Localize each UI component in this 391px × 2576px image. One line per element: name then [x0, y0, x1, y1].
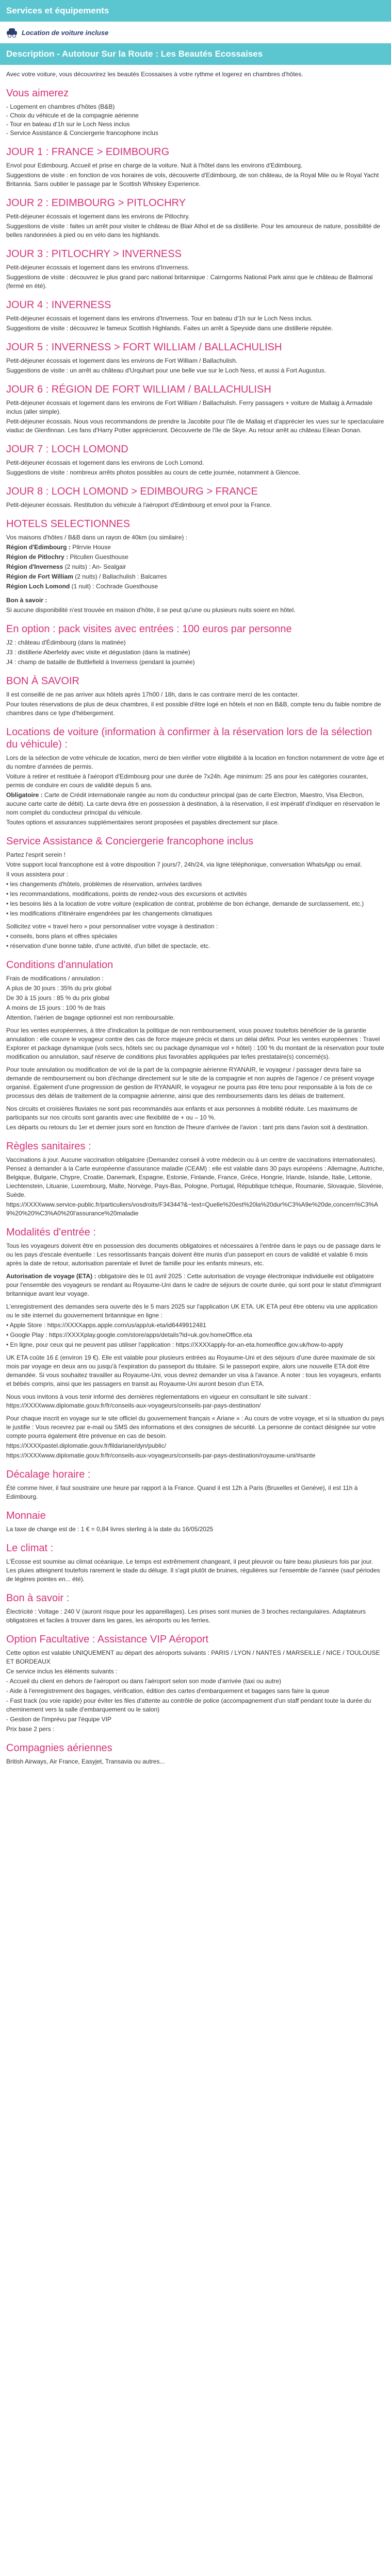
list-item: De 30 à 15 jours : 85 % du prix global [6, 994, 110, 1002]
app-link[interactable]: • Google Play : https://XXXXplay.google.com/store/apps/details?id=uk.gov.homeOffice.eta [6, 1331, 252, 1338]
hotel-name: (2 nuits) : An- Sealgair [64, 563, 126, 570]
hotels-intro: Vos maisons d'hôtes / B&B dans un rayon de 40km (ou similaire) : [6, 534, 188, 541]
conditions-intro: Frais de modifications / annulation : [6, 975, 104, 982]
modalites-heading: Modalités d'entrée : [6, 1227, 96, 1238]
conditions-p3: Nos circuits et croisières fluviales ne sont pas recommandés aux enfants et aux personnes à mobilité réduite. Les maximums de participants sur nos circuits sont garantis avec une flexibilité de + ou – 10 %. [6, 1105, 357, 1121]
locations-obligatoire [6, 791, 385, 817]
list-item: A plus de 30 jours : 35% du prix global [6, 985, 112, 992]
hotel-item [6, 543, 385, 552]
included-label: Location de voiture incluse [22, 28, 109, 37]
list-item: A moins de 15 jours : 100 % de frais [6, 1004, 106, 1011]
locations-heading: Locations de voiture (information à confirmer à la réservation lors de la sélection du véhicule) : [6, 726, 372, 750]
hotel-region: Région d'Inverness [6, 563, 63, 570]
climat-text: L'Écosse est soumise au climat océanique. Le temps est extrêmement changeant, il peut pleuvoir ou faire beau plusieurs fois par jour. Les pluies atteignent toutefois rarement le stade du déluge. Il s'agit plutôt de bruines, régulières sur l'ensemble de l'année (sauf périodes de légères pointes en... été). [6, 1558, 380, 1583]
assistance-sub: Partez l'esprit serein ! [6, 851, 66, 858]
conditions-p2: Pour toute annulation ou modification de vol de la part de la compagnie aérienne RYANAIR, le voyageur / passager devra faire sa demande de remboursement ou bon d'échange directement sur le site de la compagnie et non auprès de l'agence / ce présent voyage organisé. Egalement d'une progression de gestion de RYANAIR, le voyageur ne pourra pas être tenu pour responsable à la fois de ce processus des délais de traitement de la compagnie aérienne, ainsi que des remboursements dans les délais de traitement. [6, 1066, 374, 1099]
included-car-rental [0, 22, 391, 43]
description-title: Description - Autotour Sur la Route : Les Beautés Ecossaises [6, 49, 263, 59]
vip-price: Prix base 2 pers : [6, 1725, 55, 1733]
hotel-item [6, 553, 385, 562]
day-2-suggestion: Suggestions de visite : faites un arrêt pour visiter le château de Blair Athol et de sa distillerie. Pour les amoureux de nature, possibilité de belles randonnées à pied ou en vélo dans les highlands. [6, 223, 381, 239]
option-item: J4 : champ de bataille de Buttlefield à Inverness (pendant la journée) [6, 658, 195, 666]
day-5-heading: JOUR 5 : INVERNESS > FORT WILLIAM / BALLACHULISH [6, 342, 282, 353]
day-6-text: Petit-déjeuner écossais et logement dans les environs de Fort William / Ballachulish. Ferry passagers + voiture de Mallaig à Armadale inclus (aller simple). [6, 399, 373, 415]
bon-a-savoir-heading: BON À SAVOIR [6, 675, 79, 687]
app-link[interactable]: • En ligne, pour ceux qui ne peuvent pas utiliser l'application : https://XXXXapply-for-an-eta.homeoffice.gov.uk/how-to-apply [6, 1341, 344, 1348]
modalites-p3: L'enregistrement des demandes sera ouverte dès le 5 mars 2025 sur l'application UK ETA. UK ETA peut être obtenu via une application ou le site internet du gouvernement britannique en ligne : [6, 1303, 378, 1319]
hotel-item [6, 582, 385, 591]
decalage-heading: Décalage horaire : [6, 1469, 91, 1480]
hotel-item [6, 572, 385, 581]
vip-intro: Cette option est valable UNIQUEMENT au départ des aéroports suivants : PARIS / LYON / NANTES / MARSEILLE / NICE / TOULOUSE ET BORDEAUX [6, 1649, 380, 1665]
option-item: J3 : distillerie Aberfeldy avec visite et dégustation (dans la matinée) [6, 649, 190, 656]
hotels-note-label: Bon à savoir : [6, 597, 47, 604]
day-3-text: Petit-déjeuner écossais et logement dans les environs d'Inverness. [6, 264, 190, 271]
modalites-p4: UK ETA coûte 16 £ (environ 19 €). Elle est valable pour plusieurs entrées au Royaume-Uni et des séjours d'une durée maximale de six mois par voyage en deux ans ou jusqu'à l'expiration du passeport du titulaire. Si le passeport expire, alors une nouvelle ETA doit être demandée. Si vous souhaitez travailler au Royaume-Uni, vous devrez demander un visa à l'avance. A noter : tous les voyageurs, enfants et bébés compris, ainsi que les passagers en transit au Royaume-Uni auront besoin d'un ETA. [6, 1354, 381, 1387]
day-8-text: Petit-déjeuner écossais. Restitution du véhicule à l'aéroport d'Edimbourg et envol pour la France. [6, 501, 272, 509]
assistance-heading: Service Assistance & Conciergerie francophone inclus [6, 836, 254, 847]
modalites-eta [6, 1272, 385, 1298]
list-item: • réservation d'une bonne table, d'une activité, d'un billet de spectacle, etc. [6, 942, 210, 950]
list-item: - Fast track (ou voie rapide) pour éviter les files d'attente au contrôle de police (accompagnement d'un staff pendant toute la durée du cheminement vers la salle d'embarquement ou le salon) [6, 1697, 371, 1713]
hotel-name: Pitcullen Guesthouse [70, 553, 128, 561]
day-7-heading: JOUR 7 : LOCH LOMOND [6, 444, 128, 455]
day-4-suggestion: Suggestions de visite : découvrez le fameux Scottish Highlands. Faites un arrêt à Speyside dans une distillerie réputée. [6, 325, 333, 332]
day-5-suggestion: Suggestions de visite : un arrêt au château d'Urquhart pour une belle vue sur le Loch Ness, et aussi à Fort Augustus. [6, 367, 326, 374]
list-item: • les recommandations, modifications, points de rendez-vous des excursions et activités [6, 890, 247, 897]
bon-savoir-2-heading: Bon à savoir : [6, 1592, 70, 1604]
list-item: - Aide à l'enregistrement des bagages, vérification, édition des cartes d'embarquement et bagages sans faire la queue [6, 1687, 330, 1694]
description-content [0, 65, 391, 1777]
day-6-suggestion: Petit-déjeuner écossais. Nous vous recommandons de prendre la Jacobite pour l'île de Mallaig et d'apprécier les vues sur le spectaculaire viaduc de Glenfinnan. Les fans d'Harry Potter apprécieront. Découverte de l'île de Skye. Au retour arrêt au château Eilean Donan. [6, 418, 384, 434]
assistance-text: Votre support local francophone est à votre disposition 7 jours/7, 24h/24, via ligne téléphonique, conversation WhatsApp ou email. [6, 861, 362, 868]
modalites-p1: Tous les voyageurs doivent être en possession des documents obligatoires et nécessaires à l'entrée dans le pays ou de passage dans le ou les pays d'escale éventuelle : Les ressortissants français doivent être munis d'un passeport en cours de validité et valable 6 mois après la date de retour, autorisation parentale et livret de famille pour les enfants mineurs, etc. [6, 1242, 381, 1267]
bon-a-savoir-text1: Il est conseillé de ne pas arriver aux hôtels après 17h00 / 18h, dans le cas contraire merci de les contacter. [6, 691, 299, 698]
hotel-name: (1 nuit) : Cochrade Guesthouse [71, 583, 158, 590]
climat-heading: Le climat : [6, 1543, 54, 1554]
hotels-note: Si aucune disponibilité n'est trouvée en maison d'hôte, il se peut qu'une ou plusieurs nuits soient en hôtel. [6, 606, 296, 614]
list-item: • conseils, bons plans et offres spéciales [6, 933, 118, 940]
obligatoire-text: Carte de Crédit internationale rangée au nom du conducteur principal (pas de carte Electron, Maestro, Visa Electron, aucune carte carte de débit). La carte devra être en possession à destination, à la réservation, il est impératif d'indiquer en réservation le nom complet du conducteur principal du véhicule. [6, 791, 380, 816]
compagnies-heading: Compagnies aériennes [6, 1742, 112, 1754]
hotel-region: Région Loch Lomond [6, 583, 70, 590]
assistance-extra-intro: Sollicitez votre « travel hero » pour personnaliser votre voyage à destination : [6, 923, 218, 930]
day-6-heading: JOUR 6 : RÉGION DE FORT WILLIAM / BALLACHULISH [6, 384, 271, 395]
day-1-suggestion: Suggestions de visite : en fonction de vos horaires de vols, découverte d'Edimbourg, de son château, de la Royal Mile ou le Royal Yacht Britannia. Sans oublier le passage par le Scottish Whiskey Experience. [6, 172, 379, 188]
day-7-text: Petit-déjeuner écossais et logement dans les environs de Loch Lomond. [6, 459, 204, 466]
list-item: - Tour en bateau d'1h sur le Loch Ness inclus [6, 121, 130, 128]
hotel-region: Région de Fort William [6, 573, 73, 580]
compagnies-text: British Airways, Air France, Easyjet, Transavia ou autres... [6, 1758, 165, 1765]
app-link[interactable]: • Apple Store : https://XXXXapps.apple.com/us/app/uk-eta/id6449912481 [6, 1321, 206, 1329]
day-3-heading: JOUR 3 : PITLOCHRY > INVERNESS [6, 248, 182, 260]
sanitaires-heading: Règles sanitaires : [6, 1141, 91, 1152]
day-1-text: Envol pour Edimbourg. Accueil et prise en charge de la voiture. Nuit à l'hôtel dans les environs d'Edimbourg. [6, 162, 303, 169]
services-title: Services et équipements [6, 6, 109, 15]
day-2-heading: JOUR 2 : EDIMBOURG > PITLOCHRY [6, 197, 186, 209]
list-item: • les changements d'hôtels, problèmes de réservation, arrivées tardives [6, 880, 202, 888]
day-7-suggestion: Suggestions de visite : nombreux arrêts photos possibles au cours de cette journée, notamment à Glencoe. [6, 469, 301, 476]
hotel-name: (2 nuits) / Ballachulish : Balcarres [75, 573, 167, 580]
day-2-text: Petit-déjeuner écossais et logement dans les environs de Pitlochry. [6, 213, 190, 220]
conditions-p4: Les départs ou retours du 1er et dernier jours sont en fonction de l'heure d'arrivée de l'avion : tant pris dans l'avion soit à destination. [6, 1124, 369, 1131]
decalage-text: Été comme hiver, il faut soustraire une heure par rapport à la France. Quand il est 12h à Paris (Bruxelles et Genève), il est 11h à Edimbourg. [6, 1484, 358, 1500]
bon-a-savoir-text2: Pour toutes réservations de plus de deux chambres, il est possible d'être logé en hôtels et non en B&B, compte tenu du faible nombre de chambres dans ce type d'hébergement. [6, 701, 381, 717]
bon-savoir-2-text: Électricité : Voltage : 240 V (auront risque pour les appareillages). Les prises sont munies de 3 broches rectangulaires. Adaptateurs obligatoires et faciles à trouver dans les gares, les aéroports ou les ferries. [6, 1608, 366, 1624]
car-icon [6, 28, 18, 37]
day-8-heading: JOUR 8 : LOCH LOMOND > EDIMBOURG > FRANCE [6, 486, 258, 497]
ariane-link[interactable]: https://XXXXpastel.diplomatie.gouv.fr/fildariane/dyn/public/ [6, 1442, 166, 1449]
day-1-heading: JOUR 1 : FRANCE > EDIMBOURG [6, 146, 170, 158]
vous-aimerez-list [6, 103, 385, 138]
sanitaires-link[interactable]: https://XXXXwww.service-public.fr/particuliers/vosdroits/F34344?&~text=Quelle%20est%20la%20dur%C3%A9e%20de,concern%C3%A9%20%20%C3%A0%20l'assurance%20maladie [6, 1201, 379, 1217]
option-item: J2 : château d'Édimbourg (dans la matinée) [6, 639, 126, 646]
obligatoire-label: Obligatoire : [6, 791, 43, 799]
locations-extra: Toutes options et assurances supplémentaires seront proposées et payables directement sur place. [6, 819, 279, 826]
day-5-text: Petit-déjeuner écossais et logement dans les environs de Fort William / Ballachulish. [6, 357, 238, 364]
locations-text1: Lors de la sélection de votre véhicule de location, merci de bien vérifier votre éligibilité à la location en fonction notamment de votre âge et du nombre d'années de permis. [6, 754, 384, 770]
monnaie-heading: Monnaie [6, 1510, 46, 1521]
hotel-item [6, 563, 385, 571]
modalites-p6: Pour chaque inscrit en voyage sur le site officiel du gouvernement français « Ariane » : Au cours de votre voyage, et si la situation du pays le justifie : Vous recevrez par e-mail ou SMS des informations et des consignes de sécurité. La personne de contact désignée sur votre compte pourra également être prévenue en cas de besoin. [6, 1415, 384, 1439]
conditions-p1: Pour les ventes européennes, à titre d'indication la politique de non remboursement, vous pouvez toutefois bénéficier de la garantie annulation : elle couvre le voyageur contre des cas de force majeure précis et dans un délai défini. Pour les ventes européennes : Travel Explorer et package dynamique (vols secs, hôtels sec ou package dynamique vol + hôtel) : 100 % du montant de la réservation pour toute modification ou annulation, sauf réserve de conditions plus favorables appliquées par le/les prestataire(s) concerné(s). [6, 1027, 384, 1060]
list-item: - Service Assistance & Conciergerie francophone inclus [6, 129, 158, 137]
locations-text2: Voiture à retirer et restituée à l'aéroport d'Edimbourg pour une durée de 7x24h. Age minimum: 25 ans pour les catégories courantes, permis de conduire en cours de validité depuis 5 ans. [6, 773, 368, 789]
list-item: - Logement en chambres d'hôtes (B&B) [6, 103, 115, 110]
description-header-bar [0, 43, 391, 65]
monnaie-text: La taxe de change est de : 1 € = 0,84 livres sterling à la date du 16/05/2025 [6, 1526, 214, 1533]
vip-heading: Option Facultative : Assistance VIP Aéroport [6, 1634, 209, 1645]
hotels-heading: HOTELS SELECTIONNES [6, 518, 131, 530]
modalites-p5: Nous vous invitons à vous tenir informé des dernières réglementations en vigueur en consultant le site suivant : https://XXXXwww.diplomatie.gouv.fr/fr/conseils-aux-voyageurs/conseils-par-pays-destination/ [6, 1393, 311, 1409]
hotel-region: Région de Pitlochry : [6, 553, 69, 561]
eta-label: Autorisation de voyage (ETA) : [6, 1273, 96, 1280]
hotel-region: Région d'Edimbourg : [6, 544, 71, 551]
day-3-suggestion: Suggestions de visite : découvrez le plus grand parc national britannique : Cairngorms National Park ainsi que le château de Balmoral (fermé en été). [6, 274, 373, 290]
sanitaires-p1: Vaccinations à jour. Aucune vaccination obligatoire (Demandez conseil à votre médecin ou à un centre de vaccinations internationales). Pensez à demander à la Carte européenne d'assurance maladie (CEAM) : elle est valable dans 30 pays européens : Allemagne, Autriche, Belgique, Bulgarie, Chypre, Croatie, Danemark, Espagne, Estonie, Finlande, France, Grèce, Hongrie, Irlande, Islande, Italie, Lettonie, Liechtenstein, Lituanie, Luxembourg, Malte, Norvège, Pays-Bas, Pologne, Portugal, République tchèque, Roumanie, Slovaquie, Slovénie, Suède. [6, 1156, 384, 1198]
list-item: - Gestion de l'imprévu par l'équipe VIP [6, 1716, 112, 1723]
conditions-heading: Conditions d'annulation [6, 959, 113, 971]
list-item: - Choix du véhicule et de la compagnie aérienne [6, 112, 139, 119]
eta-text: obligatoire dès le 01 avril 2025 : Cette autorisation de voyage électronique individuelle est obligatoire pour l'ensemble des voyageurs se rendant au Royaume-Uni dans le cadre de séjours de courte durée, qui sont pour le statut d'immigrant britannique avant leur voyage. [6, 1273, 381, 1297]
options-heading: En option : pack visites avec entrées : 100 euros par personne [6, 623, 292, 635]
assistance-list-intro: Il vous assistera pour : [6, 871, 69, 878]
services-header-bar [0, 0, 391, 22]
sante-link[interactable]: https://XXXXwww.diplomatie.gouv.fr/fr/conseils-aux-voyageurs/conseils-par-pays-destination/royaume-uni/#sante [6, 1452, 316, 1459]
list-item: - Accueil du client en dehors de l'aéroport ou dans l'aéroport selon son mode d'arrivée (taxi ou autre) [6, 1677, 282, 1685]
list-item: • les besoins liés à la location de votre voiture (explication de contrat, problème de bon échange, demande de surclassement, etc.) [6, 900, 364, 907]
list-item: • les modifications d'itinéraire engendrées par les changements climatiques [6, 910, 213, 917]
vous-aimerez-heading: Vous aimerez [6, 88, 69, 99]
list-item: Attention, l'aérien de bagage optionnel est non remboursable. [6, 1014, 175, 1021]
vip-list-intro: Ce service inclus les éléments suivants : [6, 1668, 118, 1675]
hotel-name: Pilrrvie House [72, 544, 111, 551]
day-4-text: Petit-déjeuner écossais et logement dans les environs d'Inverness. Tour en bateau d'1h sur le Loch Ness inclus. [6, 315, 313, 322]
day-4-heading: JOUR 4 : INVERNESS [6, 299, 111, 311]
intro-text: Avec votre voiture, vous découvrirez les beautés Ecossaises à votre rythme et logerez en chambres d'hôtes. [6, 71, 303, 78]
